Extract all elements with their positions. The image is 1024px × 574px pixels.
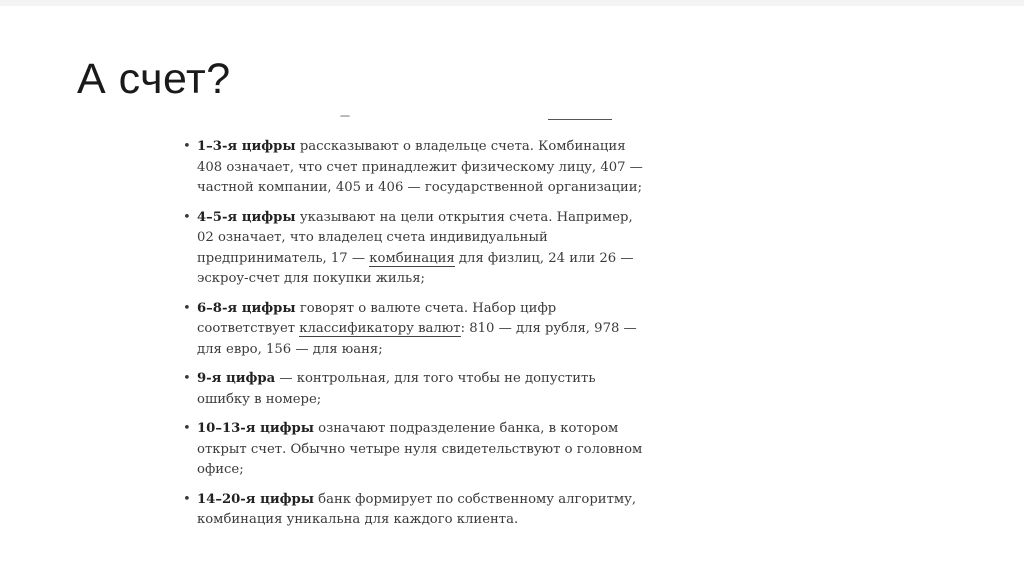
list-item [178, 208, 648, 290]
item-heading: 6–8-я цифры [197, 300, 296, 316]
list-item [178, 419, 648, 481]
list-item [178, 137, 648, 199]
item-text: рассказывают о владельце счета. Комбинация 408 означает, что счет принадлежит физическому лицу, 407 — частной компании, 405 и 406 — государственной организации; [197, 139, 643, 195]
bullet-icon: • [183, 300, 191, 316]
item-text: говорят о валюте счета. Набор цифр соответствует [197, 300, 557, 336]
item-text: означают подразделение банка, в котором открыт счет. Обычно четыре нуля свидетельствуют о головном офисе; [197, 421, 643, 477]
bullet-icon: • [183, 209, 191, 225]
item-heading: 1–3-я цифры [197, 139, 296, 154]
bullet-icon: • [183, 421, 191, 436]
bullet-icon: • [183, 139, 191, 154]
cropped-underline-fragment [548, 119, 612, 120]
currency-classifier-link[interactable]: классификатору валют [299, 321, 461, 336]
list-item [178, 490, 648, 531]
combination-link[interactable]: комбинация [369, 250, 455, 266]
item-text: банк формирует по собственному алгоритму, комбинация уникальна для каждого клиента. [197, 491, 637, 527]
item-heading: 9-я цифра [197, 371, 276, 386]
item-heading: 14–20-я цифры [197, 491, 314, 507]
cropped-glyph-fragment [340, 115, 350, 123]
slide-top-edge [0, 0, 1024, 6]
item-text: для физлиц, 24 или 26 — эскроу-счет для покупки жилья; [197, 250, 634, 286]
bullet-icon: • [183, 371, 191, 386]
slide-title: А счет? [77, 55, 231, 103]
list-item [178, 369, 648, 410]
bullet-icon: • [183, 491, 191, 507]
item-heading: 10–13-я цифры [197, 421, 314, 436]
account-digits-list [178, 137, 648, 540]
item-text: указывают на цели открытия счета. Например, 02 означает, что владелец счета индивидуальный предприниматель, 17 — [197, 209, 633, 266]
item-text: : 810 — для рубля, 978 — для евро, 156 — для юаня; [197, 321, 637, 357]
cropped-text-fragment [180, 111, 620, 123]
item-text: — контрольная, для того чтобы не допустить ошибку в номере; [197, 371, 596, 407]
item-heading: 4–5-я цифры [197, 209, 296, 225]
list-item [178, 299, 648, 361]
